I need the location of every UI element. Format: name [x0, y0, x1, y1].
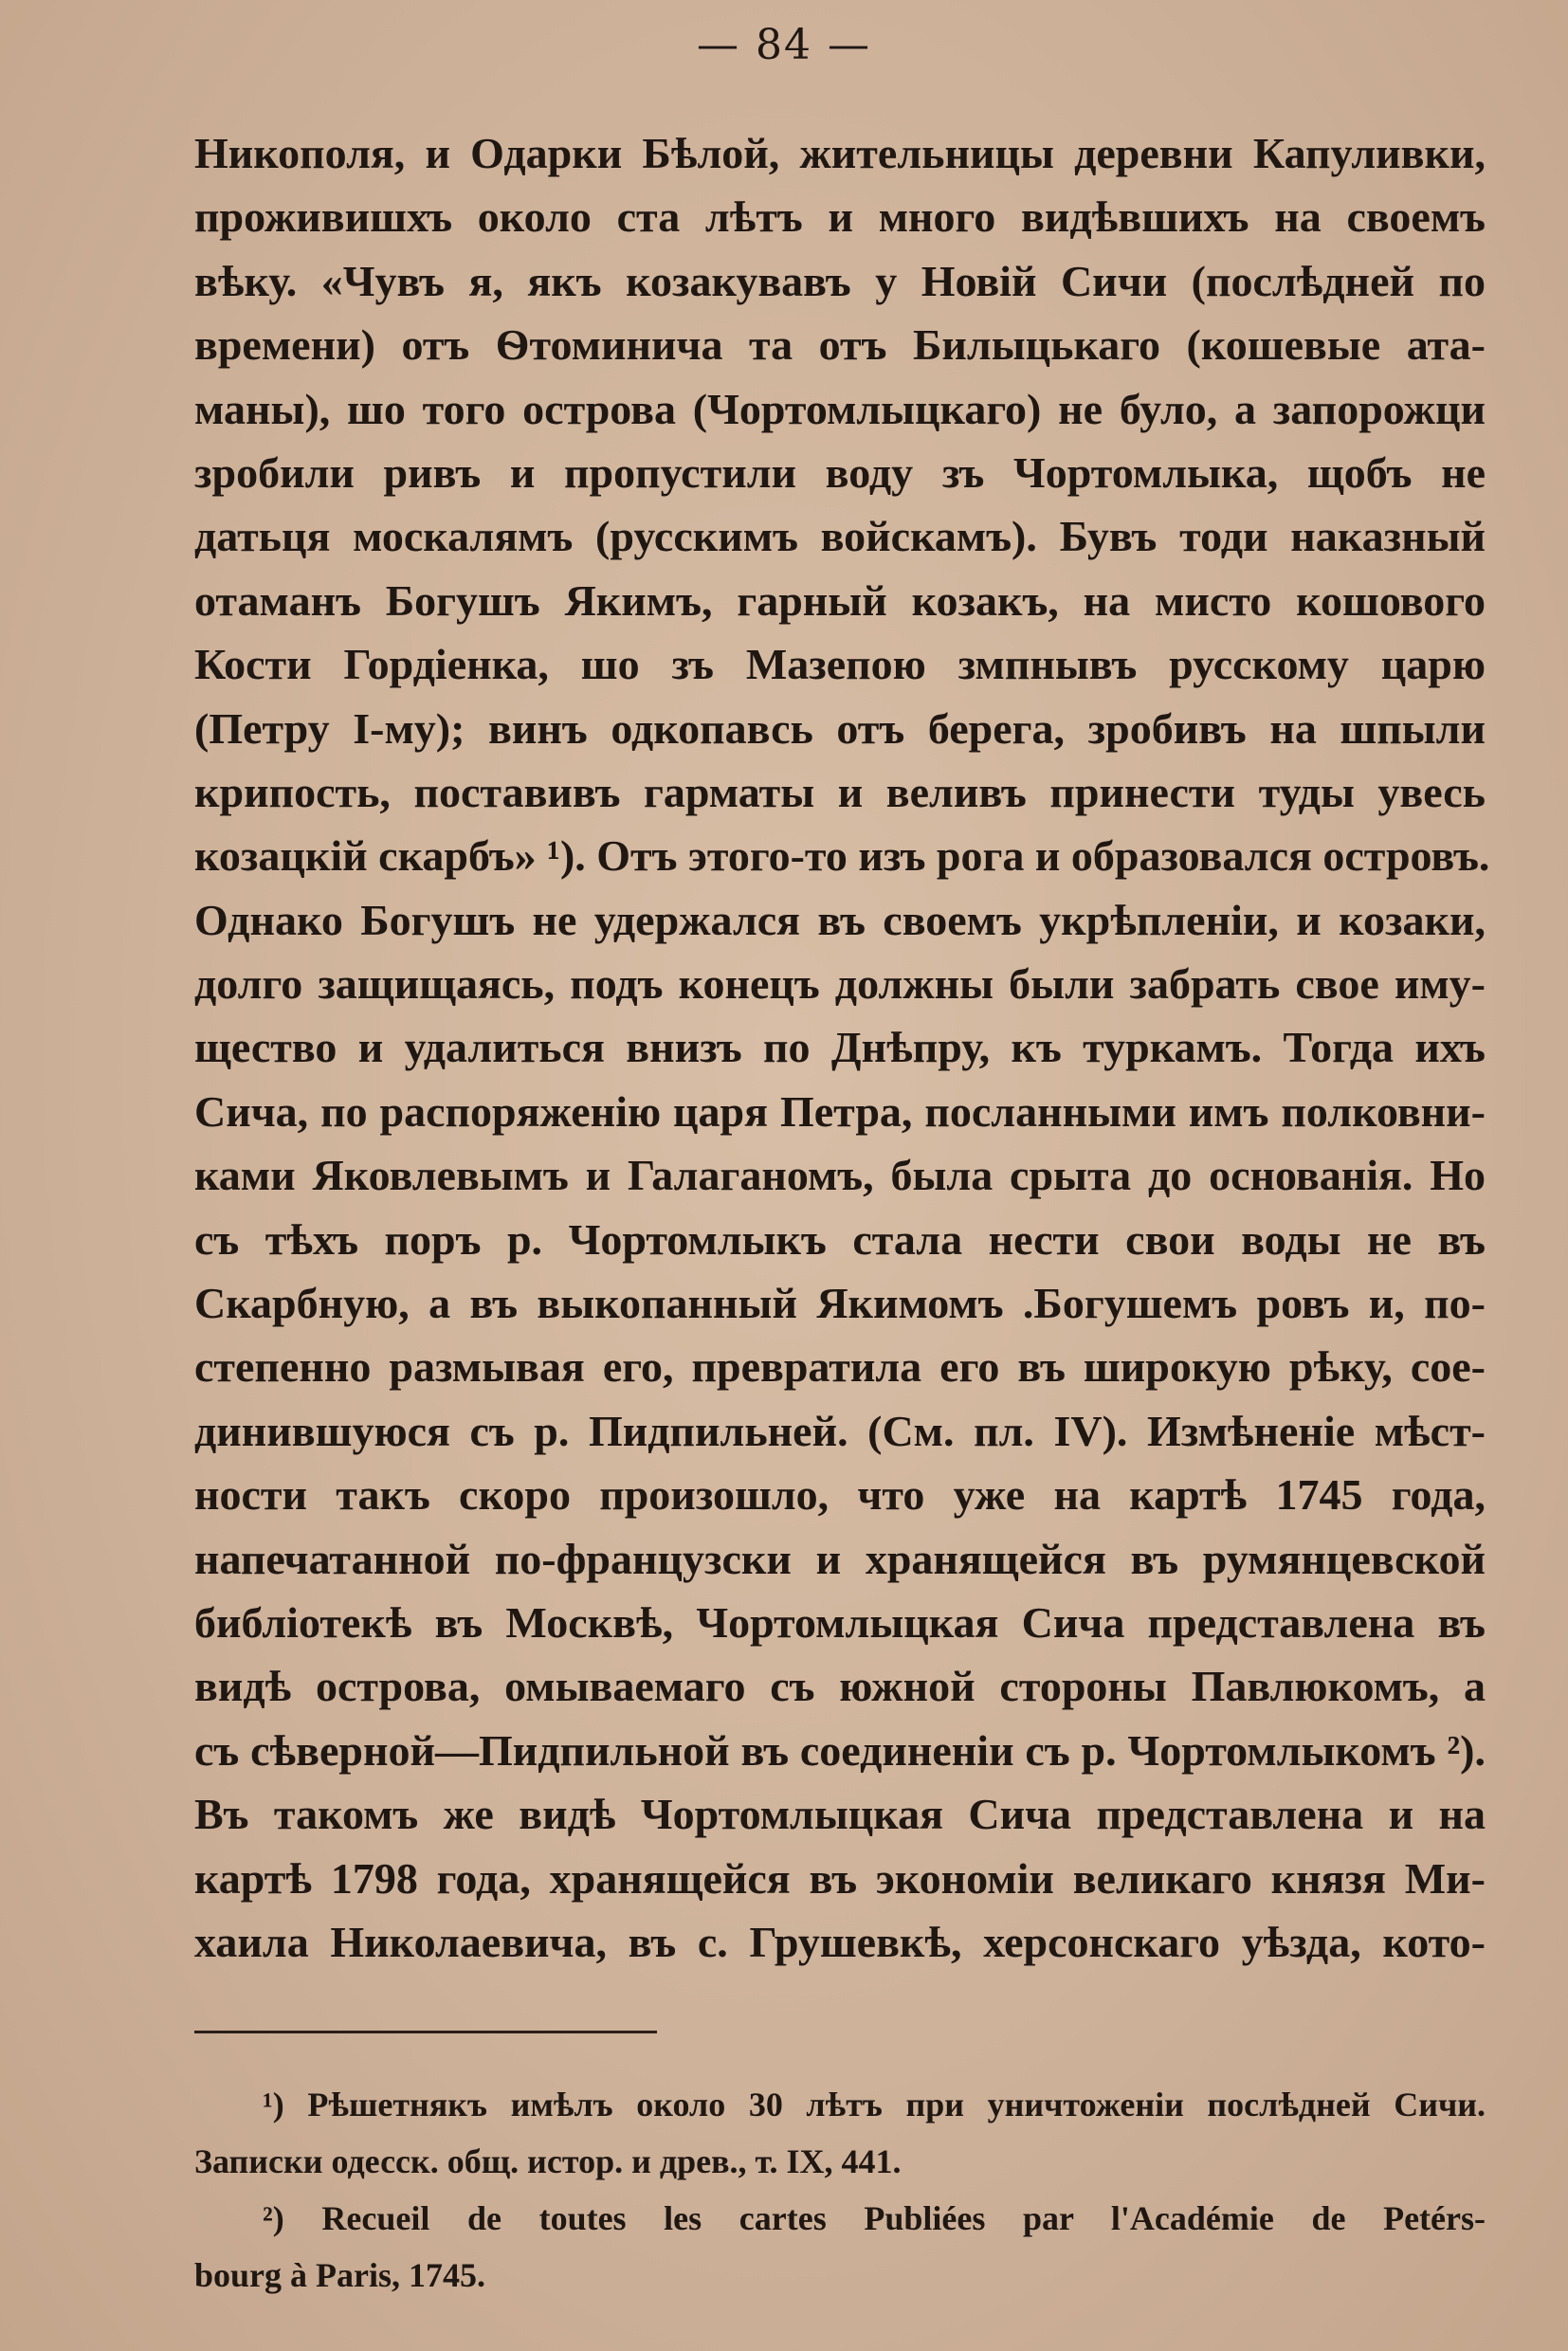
text-line: козацкій скарбъ» ¹). Отъ этого-то изъ рога и образовался островъ.	[194, 831, 1490, 881]
text-line: ками Яковлевымъ и Галаганомъ, была срыта до основанія. Но	[194, 1151, 1486, 1200]
text-line: щество и удалиться внизъ по Днѣпру, къ туркамъ. Тогда ихъ	[194, 1023, 1486, 1072]
text-line: зробили ривъ и пропустили воду зъ Чортомлыка, щобъ не	[194, 447, 1486, 497]
text-line: долго защищаясь, подъ конецъ должны были забрать свое иму-	[194, 959, 1486, 1009]
text-line: Никополя, и Одарки Бѣлой, жительницы деревни Капуливки,	[194, 129, 1486, 177]
text-line: маны), шо того острова (Чортомлыцкаго) не було, а запорожци	[194, 384, 1486, 433]
text-line: Въ такомъ же видѣ Чортомлыцкая Сича представлена и на	[194, 1790, 1486, 1839]
text-line: датьця москалямъ (русскимъ войскамъ). Бувъ тоди наказный	[194, 512, 1486, 561]
text-line: Скарбную, а въ выкопанный Якимомъ .Богушемъ ровъ и, по-	[194, 1279, 1486, 1328]
text-line: Однако Богушъ не удержался въ своемъ укрѣпленіи, и козаки,	[194, 895, 1486, 944]
text-line: степенно размывая его, превратила его въ широкую рѣку, сое-	[194, 1342, 1486, 1392]
text-line: съ тѣхъ поръ р. Чортомлыкъ стала нести свои воды не въ	[194, 1214, 1486, 1264]
text-line: ности такъ скоро произошло, что уже на картѣ 1745 года,	[194, 1470, 1486, 1520]
page-number: — 84 —	[697, 21, 871, 69]
footnote-divider	[194, 2031, 657, 2033]
text-line: библіотекѣ въ Москвѣ, Чортомлыцкая Сича представлена въ	[194, 1597, 1486, 1647]
text-line: проживишхъ около ста лѣтъ и много видѣвшихъ на своемъ	[194, 192, 1486, 242]
text-line: хаила Николаевича, въ с. Грушевкѣ, херсонскаго уѣзда, кото-	[194, 1917, 1486, 1966]
text-line: времени) отъ Ѳтоминича та отъ Билыцькаго (кошевые ата-	[194, 320, 1486, 370]
text-line: видѣ острова, омываемаго съ южной стороны Павлюкомъ, а	[194, 1662, 1486, 1711]
footnote-2-continuation: bourg à Paris, 1745.	[194, 2256, 486, 2294]
main-text	[194, 121, 1490, 1974]
footnote-1: ¹) Рѣшетнякъ имѣлъ около 30 лѣтъ при уничтоженіи послѣдней Сичи.	[263, 2086, 1486, 2123]
text-line: картѣ 1798 года, хранящейся въ экономіи великаго князя Ми-	[194, 1853, 1486, 1903]
text-line: динившуюся съ р. Пидпильней. (См. пл. IV). Измѣненіе мѣст-	[194, 1406, 1486, 1455]
text-line: (Петру І-му); винъ одкопавсь отъ берега, зробивъ на шпыли	[194, 703, 1486, 753]
text-line: крипость, поставивъ гарматы и веливъ принести туды увесь	[194, 767, 1486, 816]
text-line: отаманъ Богушъ Якимъ, гарный козакъ, на мисто кошового	[194, 575, 1486, 625]
text-line: вѣку. «Чувъ я, якъ козакувавъ у Новій Сичи (послѣдней по	[194, 256, 1486, 305]
text-line: Кости Гордіенка, шо зъ Мазепою змпнывъ русскому царю	[194, 640, 1486, 689]
footnote-2: ²) Recueil de toutes les cartes Publiées par l'Académie de Petérs-	[263, 2199, 1486, 2237]
text-line: напечатанной по-французски и хранящейся въ румянцевской	[194, 1534, 1486, 1583]
text-line: съ сѣверной—Пидпильной въ соединеніи съ р. Чортомлыкомъ ²).	[194, 1725, 1486, 1775]
footnotes	[194, 2076, 1486, 2304]
text-line: Сича, по распоряженію царя Петра, посланными имъ полковни-	[194, 1086, 1486, 1136]
footnote-1-continuation: Записки одесск. общ. истор. и древ., т. IX, 441.	[194, 2142, 902, 2180]
